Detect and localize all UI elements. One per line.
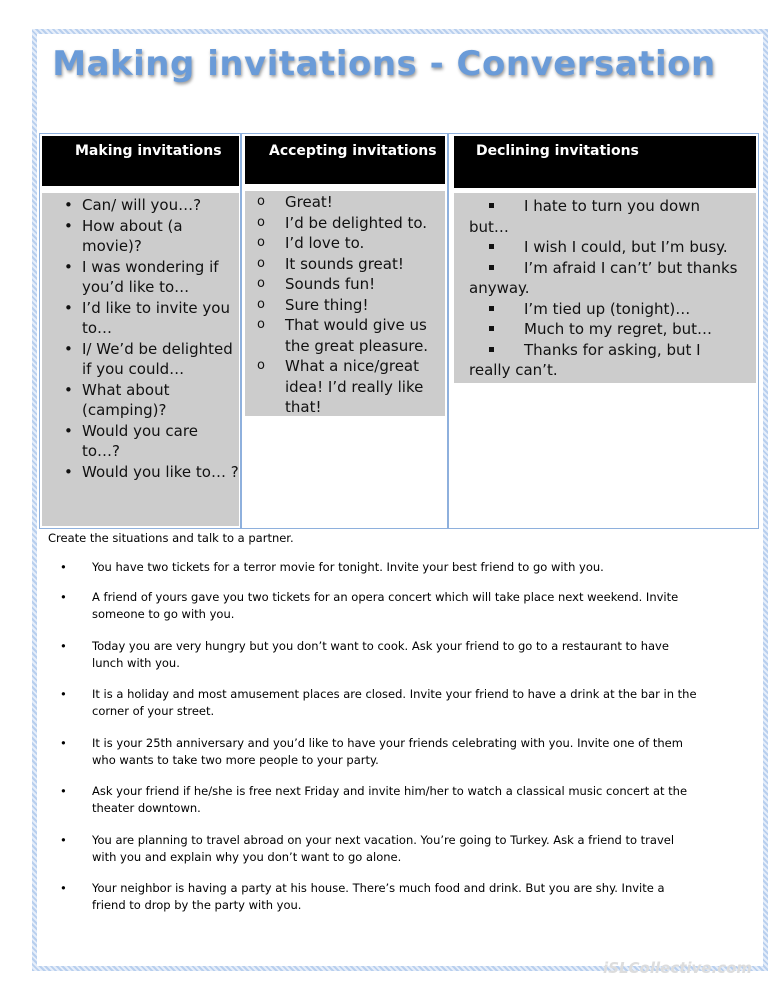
accepting-list bbox=[245, 191, 445, 416]
bullet-icon: • bbox=[60, 881, 67, 895]
square-bullet-icon bbox=[489, 203, 494, 208]
header-making: Making invitations bbox=[42, 136, 239, 186]
list-item: o Sounds fun! bbox=[245, 274, 445, 295]
situation-text: Ask your friend if he/she is free next Friday and invite him/her to watch a classical music concert at the theater downtown. bbox=[92, 784, 688, 815]
situation-item bbox=[60, 686, 700, 720]
list-item: anyway. bbox=[469, 279, 530, 297]
page-title: Making invitations - Conversation bbox=[52, 44, 716, 84]
square-bullet-icon bbox=[489, 244, 494, 249]
bullet-icon: • bbox=[60, 560, 67, 574]
situation-item bbox=[60, 735, 700, 769]
square-bullet-icon bbox=[489, 306, 494, 311]
bullet-icon: • bbox=[60, 833, 67, 847]
list-item: • Can/ will you…? bbox=[42, 195, 239, 216]
situation-item bbox=[60, 783, 700, 817]
situation-text: You have two tickets for a terror movie for tonight. Invite your best friend to go with you. bbox=[92, 560, 604, 574]
list-item: Thanks for asking, but I bbox=[524, 340, 701, 359]
making-list bbox=[42, 193, 239, 526]
list-item: • How about (a movie)? bbox=[42, 216, 239, 257]
list-item: I’m tied up (tonight)… bbox=[524, 299, 691, 318]
list-item: o It sounds great! bbox=[245, 254, 445, 275]
bullet-icon: • bbox=[60, 784, 67, 798]
phrases-table bbox=[39, 133, 759, 529]
situation-item bbox=[60, 832, 700, 866]
situation-text: Your neighbor is having a party at his house. There’s much food and drink. But you are shy. Invite a friend to drop by the party with you. bbox=[92, 881, 665, 912]
bullet-icon: • bbox=[60, 736, 67, 750]
square-bullet-icon bbox=[489, 265, 494, 270]
list-item: • Would you care to…? bbox=[42, 421, 239, 462]
list-item: o Sure thing! bbox=[245, 295, 445, 316]
situation-item bbox=[60, 589, 700, 623]
list-item: but… bbox=[469, 217, 509, 236]
situation-text: It is a holiday and most amusement places are closed. Invite your friend to have a drink at the bar in the corner of your street. bbox=[92, 687, 697, 718]
square-bullet-icon bbox=[489, 347, 494, 352]
list-item: • I’d like to invite you to… bbox=[42, 298, 239, 339]
square-bullet-icon bbox=[489, 326, 494, 331]
list-item: o I’d love to. bbox=[245, 233, 445, 254]
declining-list bbox=[454, 193, 756, 383]
column-divider bbox=[447, 134, 449, 528]
list-item: I wish I could, but I’m busy. bbox=[524, 238, 728, 256]
list-item: really can’t. bbox=[469, 361, 558, 379]
list-item: I’m afraid I can’t’ but thanks bbox=[524, 258, 738, 277]
list-item: o What a nice/great idea! I’d really like that! bbox=[245, 356, 445, 418]
list-item: o Great! bbox=[245, 192, 445, 213]
situation-text: It is your 25th anniversary and you’d like to have your friends celebrating with you. Invite one of them who wants to take two more people to your party. bbox=[92, 736, 683, 767]
bullet-icon: • bbox=[60, 687, 67, 701]
bullet-icon: • bbox=[60, 639, 67, 653]
bullet-icon: • bbox=[60, 590, 67, 604]
list-item: Much to my regret, but… bbox=[524, 320, 713, 338]
list-item: o I’d be delighted to. bbox=[245, 213, 445, 234]
situation-text: Today you are very hungry but you don’t want to cook. Ask your friend to go to a restaurant to have lunch with you. bbox=[92, 639, 669, 670]
watermark-logo: iSLCollective.com bbox=[603, 959, 752, 977]
situation-item bbox=[60, 638, 700, 672]
list-item: o That would give us the great pleasure. bbox=[245, 315, 445, 356]
list-item: I hate to turn you down bbox=[524, 197, 700, 215]
instructions: Create the situations and talk to a partner. bbox=[48, 531, 294, 545]
list-item: • I was wondering if you’d like to… bbox=[42, 257, 239, 298]
situation-item bbox=[60, 880, 700, 914]
column-divider bbox=[240, 134, 242, 528]
situation-text: A friend of yours gave you two tickets for an opera concert which will take place next weekend. Invite someone to go with you. bbox=[92, 590, 679, 621]
list-item: • I/ We’d be delighted if you could… bbox=[42, 339, 239, 380]
list-item: • Would you like to… ? bbox=[42, 462, 239, 483]
situation-text: You are planning to travel abroad on your next vacation. You’re going to Turkey. Ask a friend to travel with you and explain why you don’t want to go alone. bbox=[92, 833, 675, 864]
header-accepting: Accepting invitations bbox=[245, 136, 445, 184]
situation-item bbox=[60, 559, 700, 576]
header-declining: Declining invitations bbox=[454, 136, 756, 188]
list-item: • What about (camping)? bbox=[42, 380, 239, 421]
